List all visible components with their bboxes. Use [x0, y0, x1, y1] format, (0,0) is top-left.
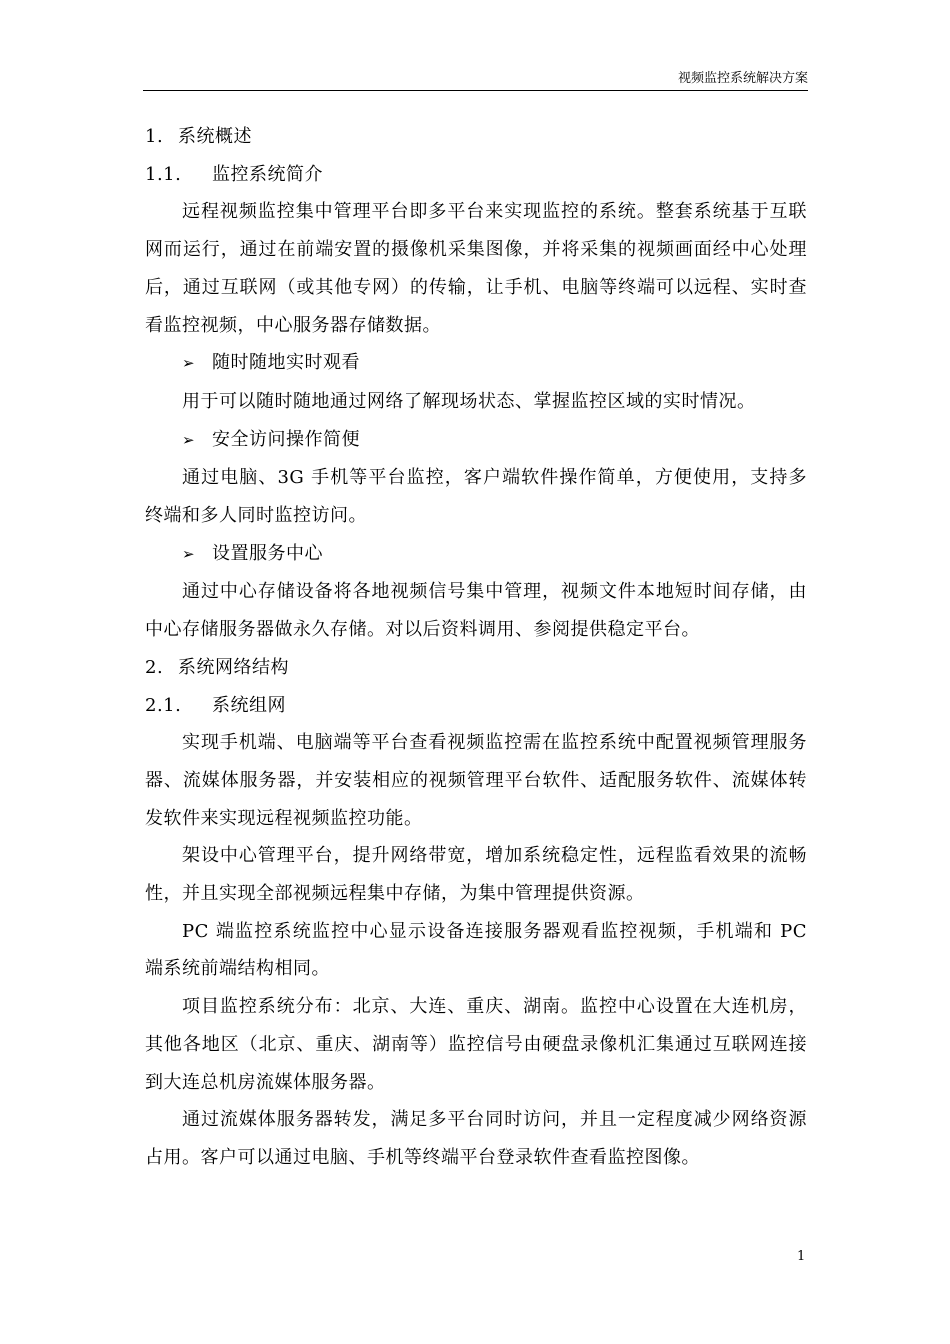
bullet-text: 设置服务中心: [212, 542, 323, 564]
section-heading-2: [145, 649, 807, 687]
arrow-bullet-icon: ➢: [182, 544, 196, 563]
paragraph: 用于可以随时随地通过网络了解现场状态、掌握监控区域的实时情况。: [182, 390, 756, 412]
section-title: 系统网络结构: [178, 656, 289, 678]
page-header: 视频监控系统解决方案: [143, 70, 808, 91]
paragraph: 通过电脑、3G 手机等平台监控，客户端软件操作简单，方便使用，支持多终端和多人同时监控访问。: [145, 467, 807, 527]
paragraph: 架设中心管理平台，提升网络带宽，增加系统稳定性，远程监看效果的流畅性，并且实现全部视频远程集中存储，为集中管理提供资源。: [145, 845, 807, 905]
section-number: 2.: [145, 656, 164, 678]
paragraph: PC 端监控系统监控中心显示设备连接服务器观看监控视频，手机端和 PC 端系统前端结构相同。: [145, 920, 807, 980]
paragraph: 通过流媒体服务器转发，满足多平台同时访问，并且一定程度减少网络资源占用。客户可以通过电脑、手机等终端平台登录软件查看监控图像。: [145, 1109, 807, 1168]
bullet-item: [145, 421, 807, 460]
bullet-item: [145, 344, 807, 383]
paragraph: 通过中心存储设备将各地视频信号集中管理，视频文件本地短时间存储，由中心存储服务器做永久存储。对以后资料调用、参阅提供稳定平台。: [145, 581, 807, 641]
section-number: 2.1.: [145, 694, 182, 716]
section-title: 系统组网: [212, 694, 286, 716]
page-number: 1: [797, 1249, 806, 1264]
section-title: 系统概述: [178, 126, 252, 147]
section-title: 监控系统简介: [212, 163, 323, 185]
paragraph: 远程视频监控集中管理平台即多平台来实现监控的系统。整套系统基于互联网而运行，通过在前端安置的摄像机采集图像，并将采集的视频画面经中心处理后，通过互联网（或其他专网）的传输，让手机、电脑等终端可以远程、实时查看监控视频，中心服务器存储数据。: [145, 201, 807, 336]
arrow-bullet-icon: ➢: [182, 430, 196, 449]
section-number: 1.1.: [145, 163, 182, 185]
section-number: 1.: [145, 126, 164, 147]
section-heading-1-1: [145, 156, 807, 194]
arrow-bullet-icon: ➢: [182, 354, 196, 373]
bullet-text: 安全访问操作简便: [212, 428, 360, 450]
section-heading-2-1: [145, 687, 807, 725]
bullet-item: [145, 535, 807, 574]
section-heading-1: [145, 118, 807, 156]
document-body: [145, 118, 807, 1177]
paragraph: 项目监控系统分布：北京、大连、重庆、湖南。监控中心设置在大连机房，其他各地区（北京、重庆、湖南等）监控信号由硬盘录像机汇集通过互联网连接到大连总机房流媒体服务器。: [145, 996, 807, 1093]
bullet-text: 随时随地实时观看: [212, 352, 360, 374]
paragraph: 实现手机端、电脑端等平台查看视频监控需在监控系统中配置视频管理服务器、流媒体服务器，并安装相应的视频管理平台软件、适配服务软件、流媒体转发软件来实现远程视频监控功能。: [145, 732, 807, 829]
